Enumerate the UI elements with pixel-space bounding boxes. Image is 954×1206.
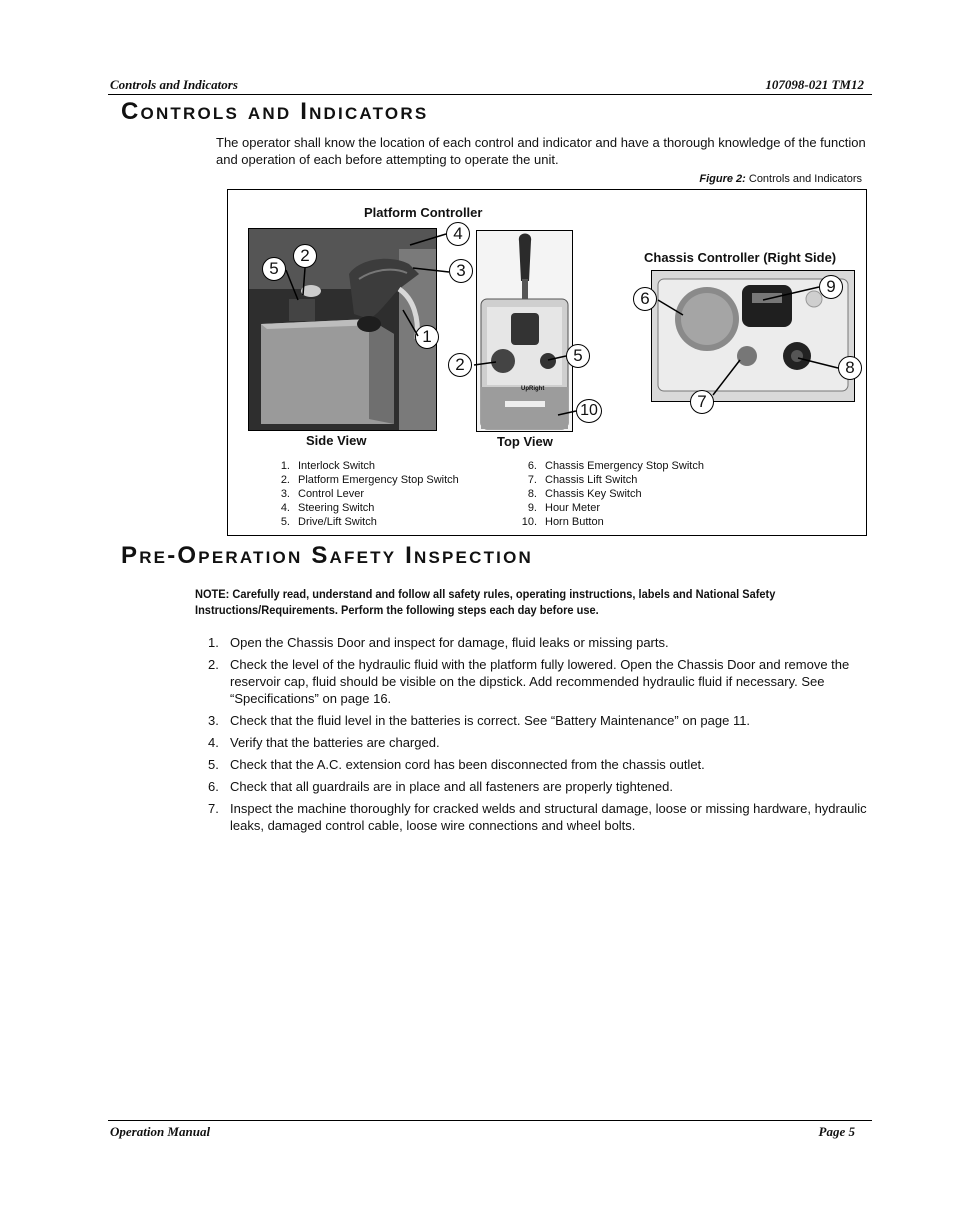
callout-6: 6 [633, 287, 657, 311]
legend-item-2: 2. Platform Emergency Stop Switch [280, 474, 459, 486]
figure-caption-label: Figure 2: [699, 173, 746, 185]
callout-1: 1 [415, 325, 439, 349]
callout-2-side: 2 [293, 244, 317, 268]
legend-item-10: 10. Horn Button [521, 516, 604, 528]
header-section-name: Controls and Indicators [110, 77, 238, 92]
legend-left [272, 459, 459, 529]
page-footer [108, 1120, 872, 1141]
legend-item-8: 8. Chassis Key Switch [527, 488, 642, 500]
side-view-label: Side View [306, 433, 367, 448]
step-item: 1. Open the Chassis Door and inspect for damage, fluid leaks or missing parts. [208, 635, 669, 650]
callout-2-top: 2 [448, 353, 472, 377]
section-title-inspection: Pre-Operation Safety Inspection [121, 542, 533, 569]
footer-page-number: Page 5 [818, 1124, 855, 1139]
step-item: 5. Check that the A.C. extension cord has been disconnected from the chassis outlet. [208, 757, 705, 772]
callout-3: 3 [449, 259, 473, 283]
callout-5-top: 5 [566, 344, 590, 368]
figure-controls [227, 189, 867, 536]
step-item: 2. Check the level of the hydraulic fluid with the platform fully lowered. Open the Chassis Door and remove the reservoir cap, fluid should be visible on the dipstick. Add recommended hydraulic fluid if necessary. See “Specifications” on page 16. [208, 657, 850, 706]
top-view-label: Top View [497, 434, 553, 449]
legend-item-1: 1. Interlock Switch [280, 460, 376, 472]
step-item: 3. Check that the fluid level in the batteries is correct. See “Battery Maintenance” on page 11. [208, 713, 751, 728]
step-item: 6. Check that all guardrails are in place and all fasteners are properly tightened. [208, 779, 673, 794]
page-header [108, 76, 872, 95]
callout-9: 9 [819, 275, 843, 299]
callout-10: 10 [576, 399, 602, 423]
legend-item-5: 5. Drive/Lift Switch [280, 516, 377, 528]
legend-item-6: 6. Chassis Emergency Stop Switch [527, 460, 704, 472]
chassis-controller-label: Chassis Controller (Right Side) [644, 250, 837, 265]
section-title-controls: Controls and Indicators [121, 98, 429, 125]
safety-note [195, 586, 793, 618]
note-text: Carefully read, understand and follow all safety rules, operating instructions, labels and National Safety Instructions/Requirements. Perform the following steps each day before use. [195, 587, 776, 617]
callout-4: 4 [446, 222, 470, 246]
legend-right [519, 459, 704, 529]
header-doc-number: 107098-021 TM12 [765, 77, 864, 92]
callout-5-side: 5 [262, 257, 286, 281]
legend-item-9: 9. Hour Meter [527, 502, 601, 514]
intro-paragraph: The operator shall know the location of each control and indicator and have a thorough knowledge of the function and operation of each before attempting to operate the unit. [216, 135, 866, 167]
callout-7: 7 [690, 390, 714, 414]
figure-caption [699, 173, 862, 185]
inspection-steps [208, 634, 868, 839]
legend-item-3: 3. Control Lever [280, 488, 365, 500]
step-item: 7. Inspect the machine thoroughly for cracked welds and structural damage, loose or missing hardware, hydraulic leaks, damaged control cable, loose wire connections and wheel bolts. [208, 801, 867, 833]
note-label: NOTE: [195, 587, 230, 601]
brand-label: UpRight [521, 386, 545, 392]
callout-8: 8 [838, 356, 862, 380]
step-item: 4. Verify that the batteries are charged. [208, 735, 440, 750]
footer-manual-name: Operation Manual [110, 1124, 211, 1139]
platform-controller-label: Platform Controller [364, 205, 483, 220]
figure-caption-text: Controls and Indicators [748, 173, 862, 185]
legend-item-4: 4. Steering Switch [280, 502, 375, 514]
legend-item-7: 7. Chassis Lift Switch [527, 474, 638, 486]
